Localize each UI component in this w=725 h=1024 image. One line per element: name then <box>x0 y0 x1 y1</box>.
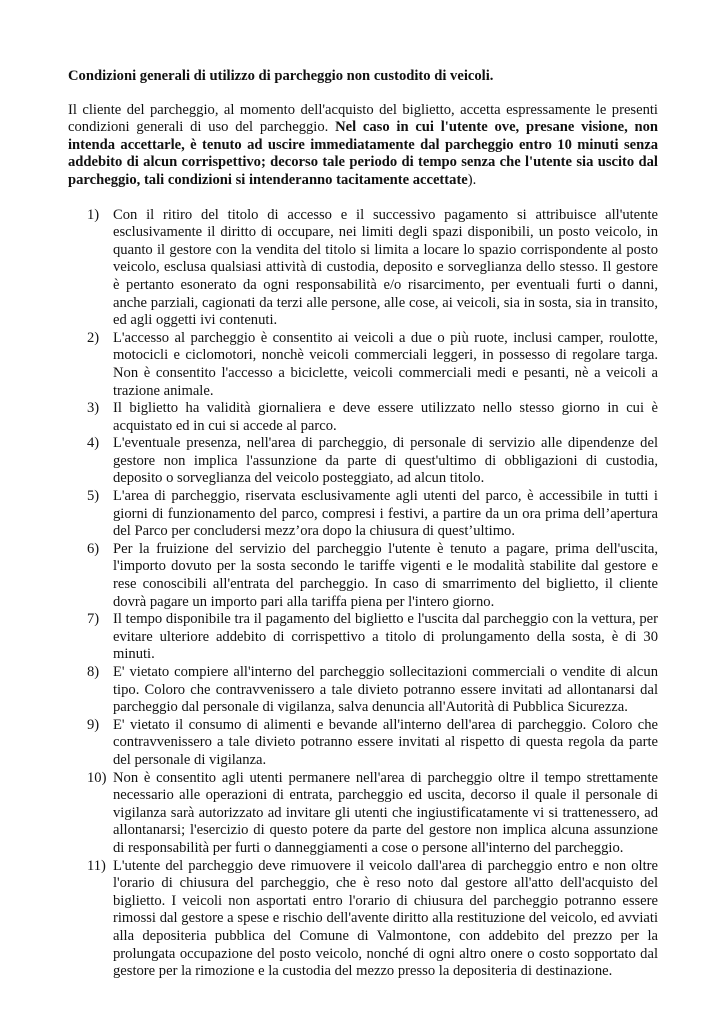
condition-item <box>68 717 658 770</box>
condition-number: 10) <box>87 769 107 786</box>
condition-item <box>68 435 658 488</box>
intro-text: Il cliente del parcheggio, al momento dell'acquisto del biglietto, accetta espressamente le presenti condizioni generali di uso del parcheggio. <box>68 101 658 136</box>
condition-item <box>68 400 658 435</box>
condition-text: L'accesso al parcheggio è consentito ai veicoli a due o più ruote, inclusi camper, roulotte, motocicli e ciclomotori, nonchè veicoli commerciali leggeri, in possesso di regolare targa. Non è consentito l'accesso a biciclette, veicoli commerciali medi e pesanti, nè a veicoli a trazione animale. <box>113 329 658 399</box>
document-title: Condizioni generali di utilizzo di parcheggio non custodito di veicoli. <box>68 68 494 84</box>
condition-item <box>68 858 658 981</box>
condition-number: 11) <box>87 857 106 874</box>
condition-number: 6) <box>87 540 100 557</box>
condition-number: 8) <box>87 664 100 680</box>
condition-item <box>68 541 658 611</box>
condition-number: 2) <box>87 329 100 346</box>
condition-item <box>68 330 658 400</box>
intro-bold-text: Nel caso in cui l'utente ove, presane visione, non intenda accettarle, è tenuto ad uscire immediatamente dal parcheggio entro 10 minuti senza addebito di alcun corrispettivo; decorso tale periodo di tempo senza che l'utente sia uscito dal parcheggio, tali condizioni si intenderanno tacitamente accettate <box>68 119 658 188</box>
condition-item <box>68 770 658 858</box>
condition-item <box>68 488 658 541</box>
condition-number: 4) <box>87 435 100 452</box>
conditions-list <box>68 207 658 981</box>
condition-item <box>68 611 658 664</box>
condition-number: 3) <box>87 400 100 417</box>
condition-number: 7) <box>87 611 100 628</box>
condition-item <box>68 207 658 330</box>
condition-text: L'eventuale presenza, nell'area di parcheggio, di personale di servizio alle dipendenze del gestore non implica l'assunzione da parte di quest'ultimo di obbligazioni di custodia, deposito o sorveglianza del veicolo posteggiato, ad alcun titolo. <box>113 435 658 487</box>
condition-text: Con il ritiro del titolo di accesso e il successivo pagamento si attribuisce all'utente esclusivamente il diritto di occupare, nei limiti degli spazi disponibili, un posto veicolo, in quanto il gestore con la vendita del titolo si limita a locare lo spazio corrispondente al posto veicolo, esclusa qualsiasi attività di custodia, deposito e sorveglianza dello stesso. Il gestore è pertanto esonerato da ogni responsabilità e/o risarcimento, per eventuali furti o danni, anche parziali, cagionati da terzi alle persone, alle cose, ai veicoli, sia in sosta, sia in transito, ed agli oggetti ivi contenuti. <box>113 206 658 329</box>
condition-text: E' vietato compiere all'interno del parcheggio sollecitazioni commerciali o vendite di alcun tipo. Coloro che contravvenissero a tale divieto potranno essere invitati ad allontanarsi dal parcheggio dal personale di vigilanza, salva denuncia all'Autorità di Pubblica Sicurezza. <box>113 664 658 716</box>
document-page <box>68 68 658 981</box>
condition-number: 1) <box>87 206 100 223</box>
condition-number: 9) <box>87 716 100 733</box>
condition-number: 5) <box>87 488 100 505</box>
condition-text: L'utente del parcheggio deve rimuovere il veicolo dall'area di parcheggio entro e non oltre l'orario di chiusura del parcheggio, che è reso noto dal gestore all'atto dell'acquisto del biglietto. I veicoli non asportati entro l'orario di chiusura del parcheggio potranno essere rimossi dal gestore a spese e rischio dell'avente diritto alla restituzione del veicolo, ed avviati alla depositeria pubblica del Comune di Valmontone, con addebito del prezzo per la prolungata occupazione del posto veicolo, nonché di ogni altro onere o costo sopportato dal gestore per la rimozione e la custodia del mezzo presso la depositeria di destinazione. <box>113 857 658 980</box>
condition-item <box>68 664 658 717</box>
intro-paragraph <box>68 102 658 190</box>
condition-text: Per la fruizione del servizio del parcheggio l'utente è tenuto a pagare, prima dell'uscita, l'importo dovuto per la sosta secondo le tariffe vigenti e le modalità stabilite dal gestore e rese conoscibili all'entrata del parcheggio. In caso di smarrimento del biglietto, il cliente dovrà pagare un importo pari alla tariffa piena per l'intero giorno. <box>113 540 658 610</box>
condition-text: Il biglietto ha validità giornaliera e deve essere utilizzato nello stesso giorno in cui è acquistato ed in cui si accede al parco. <box>113 400 658 434</box>
intro-closing: ). <box>467 171 477 188</box>
condition-text: E' vietato il consumo di alimenti e bevande all'interno dell'area di parcheggio. Coloro che contravvenissero a tale divieto potranno essere invitati al rispetto di questa regola da parte del personale di vigilanza. <box>113 716 658 768</box>
condition-text: Non è consentito agli utenti permanere nell'area di parcheggio oltre il tempo strettamente necessario alle operazioni di entrata, parcheggio ed uscita, decorso il quale il personale di vigilanza sarà autorizzato ad invitare gli utenti che ingiustificatamente vi si trattenessero, ad allontanarsi; l'esercizio di questo potere da parte del gestore non implica alcuna assunzione di responsabilità per furti o danneggiamenti a cose o persone all'interno del parcheggio. <box>113 769 658 856</box>
condition-text: L'area di parcheggio, riservata esclusivamente agli utenti del parco, è accessibile in tutti i giorni di funzionamento del parco, compresi i festivi, a partire da un ora prima dell’apertura del Parco per concludersi mezz’ora dopo la chiusura di quest’ultimo. <box>113 488 658 540</box>
condition-text: Il tempo disponibile tra il pagamento del biglietto e l'uscita dal parcheggio con la vettura, per evitare ulteriore addebito di corrispettivo a titolo di prolungamento della sosta, è di 30 minuti. <box>113 611 658 663</box>
